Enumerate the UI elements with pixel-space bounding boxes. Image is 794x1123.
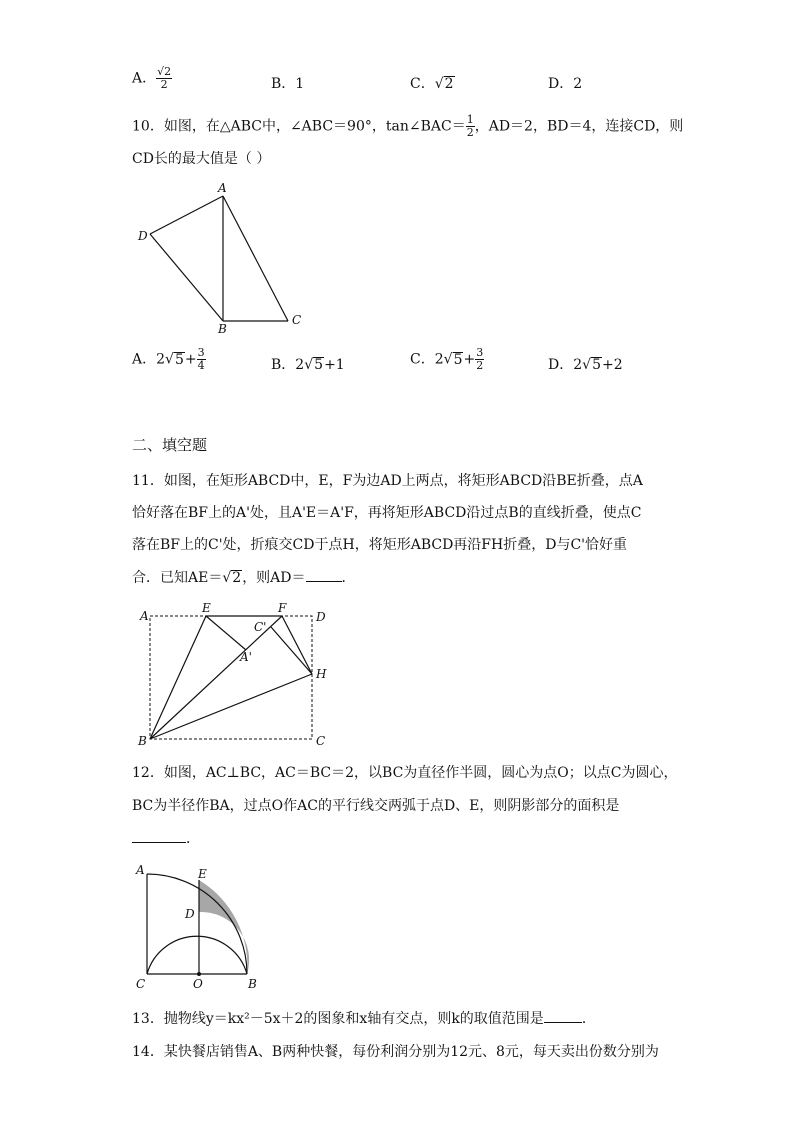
label-o: O (193, 977, 203, 991)
label-b: B (138, 734, 147, 748)
q9-option-a: A． $\frac{√2}{2}$ (132, 65, 172, 91)
label-c: C (316, 734, 326, 748)
q12-figure (130, 856, 270, 992)
label-c-prime: C' (254, 620, 267, 634)
label-d: D (185, 907, 195, 921)
q10-option-a: A．2√5+ $\frac{3}{4}$ (132, 346, 205, 372)
label-a: A (140, 609, 149, 623)
label-d: D (316, 610, 326, 624)
q10-option-d: D．2√5+2 (548, 357, 623, 373)
label-c: C (136, 977, 146, 991)
q13-answer-blank[interactable] (544, 1008, 582, 1023)
label-a-prime: A' (240, 650, 252, 664)
center-o (197, 972, 201, 976)
q11-line1: 11．如图，在矩形ABCD中，E，F为边AD上两点，将矩形ABCD沿BE折叠，点A (132, 473, 643, 489)
section-title: 二、填空题 (132, 436, 208, 454)
q10-a-fraction: $\frac{3}{4}$ (197, 346, 205, 372)
q11-answer-blank[interactable] (306, 567, 342, 582)
q10-line2: CD长的最大值是（ ） (132, 151, 271, 167)
q10-c-fraction: $\frac{3}{2}$ (476, 346, 484, 372)
segment-ad (150, 196, 223, 234)
segment-be (150, 616, 206, 739)
segment-bd (150, 234, 223, 321)
q10-line1: 10．如图，在△ABC中，∠ABC＝90°，tan∠BAC＝ $\frac{1}{2}$ ，AD＝2，BD＝4，连接CD，则 (132, 113, 684, 139)
label-d: D (138, 229, 148, 243)
q11-line3: 落在BF上的C'处，折痕交CD于点H，将矩形ABCD再沿FH折叠，D与C'恰好重 (132, 537, 628, 553)
label-e: E (202, 601, 211, 615)
q9-option-d: D．2 (548, 76, 583, 92)
q11-line4: 合．已知AE＝√2，则AD＝ ． (132, 567, 356, 588)
q9-a-fraction: $\frac{√2}{2}$ (157, 65, 172, 91)
q10-option-c: C．2√5+ $\frac{3}{2}$ (410, 346, 484, 372)
q11-figure (130, 598, 340, 750)
label-c: C (292, 313, 302, 327)
q11-line2: 恰好落在BF上的A'处，且A'E＝A'F，再将矩形ABCD沿过点B的直线折叠，使点C (132, 505, 642, 521)
rectangle-abcd (150, 616, 312, 739)
segment-bf (150, 616, 282, 739)
segment-bh (150, 674, 312, 739)
q12-answer-blank[interactable] (132, 828, 186, 843)
segment-ac (223, 196, 288, 321)
label-h: H (316, 667, 327, 681)
q12-line1: 12．如图，AC⊥BC，AC＝BC＝2，以BC为直径作半圆，圆心为点O；以点C为圆心， (132, 765, 678, 781)
q10-tan-fraction: $\frac{1}{2}$ (466, 113, 474, 139)
label-b: B (248, 977, 257, 991)
q9-option-c: C．√2 (410, 76, 454, 92)
q10-option-b: B．2√5+1 (271, 357, 345, 373)
q13-line: 13．抛物线y＝kx²－5x＋2的图象和x轴有交点，则k的取值范围是 ． (132, 1008, 596, 1029)
label-a: A (136, 863, 145, 877)
label-b: B (218, 322, 227, 336)
label-f: F (278, 601, 287, 615)
semicircle-bc (147, 936, 247, 974)
q12-line3: ． (132, 828, 200, 849)
q10-figure (130, 180, 330, 340)
label-a: A (218, 181, 227, 195)
segment-ea1 (206, 616, 246, 650)
q14-line: 14．某快餐店销售A、B两种快餐，每份利润分别为12元、8元，每天卖出份数分别为 (132, 1044, 659, 1060)
arc-ba (147, 874, 247, 974)
q9-option-b: B．1 (271, 76, 305, 92)
q12-line2: BC为半径作BA，过点O作AC的平行线交两弧于点D、E，则阴影部分的面积是 (132, 798, 620, 814)
label-e: E (198, 867, 207, 881)
